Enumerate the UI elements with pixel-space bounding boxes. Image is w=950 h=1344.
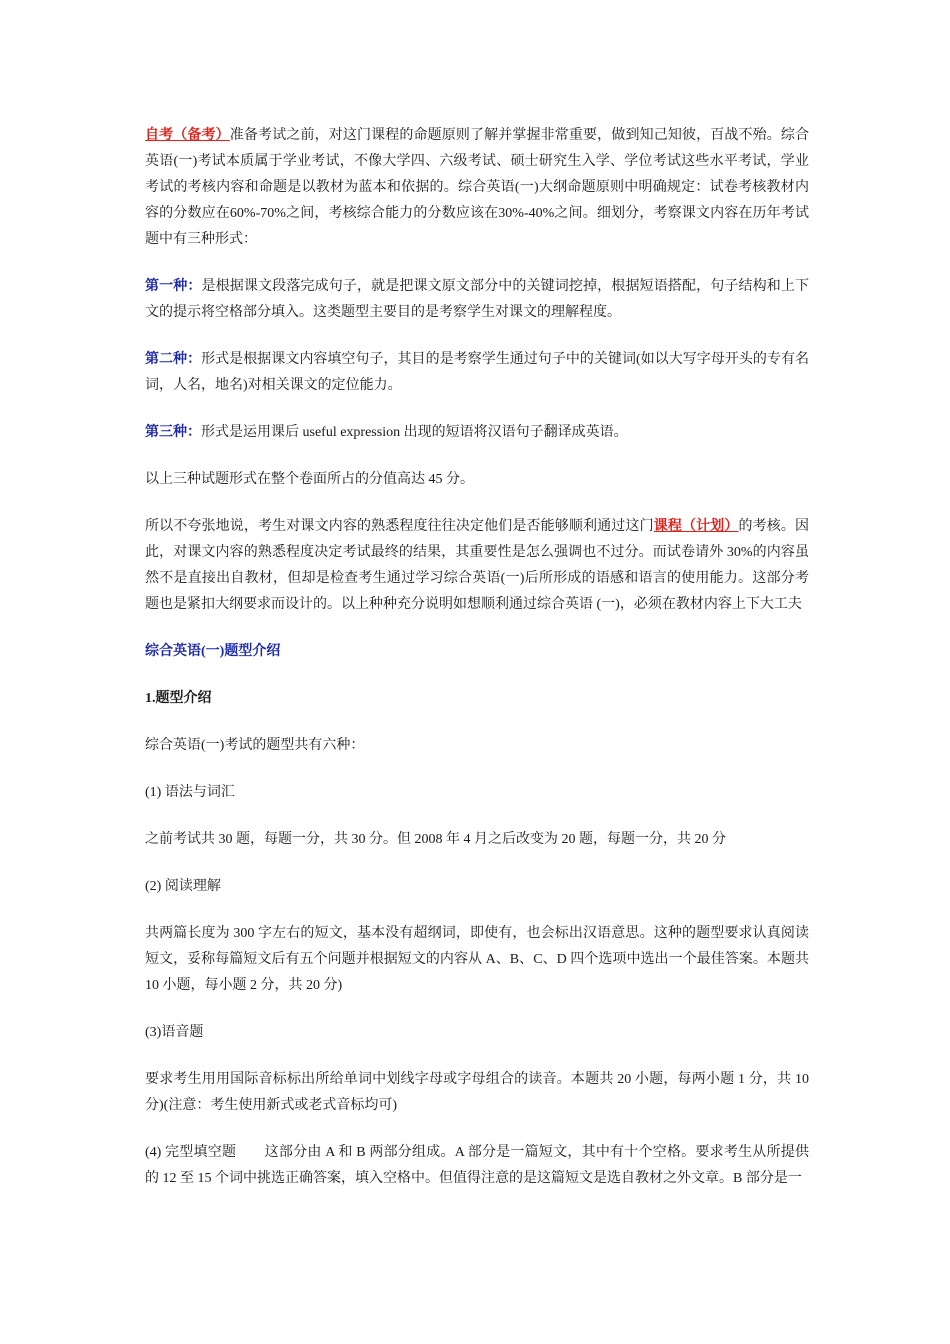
form-paragraph-2 bbox=[145, 347, 809, 399]
type-desc-1: 之前考试共 30 题，每题一分，共 30 分。但 2008 年 4 月之后改变为 20 题，每题一分，共 20 分 bbox=[145, 832, 726, 847]
form-text-3: 形式是运用课后 useful expression 出现的短语将汉语句子翻译成英语。 bbox=[201, 425, 628, 440]
course-plan-link[interactable]: 课程（计划） bbox=[653, 519, 739, 534]
form-lead-2: 第二种： bbox=[145, 352, 202, 367]
type-desc-2: 共两篇长度为 300 字左右的短文，基本没有超纲词，即使有，也会标出汉语意思。这种的题型要求认真阅读短文，妥称每篇短文后有五个问题并根据短文的内容从 A、B、C、D 四个选项中选出一个最佳答案。本题共 10 小题，每小题 2 分，共 20 分) bbox=[145, 926, 809, 993]
intro-text: 准备考试之前，对这门课程的命题原则了解并掌握非常重要，做到知己知彼，百战不殆。综合英语(一)考试本质属于学业考试，不像大学四、六级考试、硕士研究生入学、学位考试这些水平考试，学业考试的考核内容和命题是以教材为蓝本和依据的。综合英语(一)大纲命题原则中明确规定：试卷考核教材内容的分数应在60%-70%之间，考核综合能力的分数应该在30%-40%之间。细划分，考察课文内容在历年考试题中有三种形式： bbox=[145, 128, 810, 247]
intro-paragraph bbox=[145, 123, 809, 253]
form-text-1: 是根据课文段落完成句子，就是把课文原文部分中的关键词挖掉，根据短语搭配，句子结构和上下文的提示将空格部分填入。这类题型主要目的是考察学生对课文的理解程度。 bbox=[145, 279, 810, 320]
zikao-link[interactable]: 自考（备考） bbox=[145, 128, 230, 143]
type-heading-3: (3)语音题 bbox=[145, 1025, 204, 1040]
document-page bbox=[145, 123, 809, 1213]
subsection-title: 1.题型介绍 bbox=[145, 691, 212, 706]
type-heading-1: (1) 语法与词汇 bbox=[145, 785, 235, 800]
form-lead-3: 第三种： bbox=[145, 425, 201, 440]
form-lead-1: 第一种： bbox=[145, 279, 202, 294]
types-intro: 综合英语(一)考试的题型共有六种： bbox=[145, 738, 365, 753]
conclusion-text-before: 所以不夸张地说，考生对课文内容的熟悉程度往往决定他们是否能够顺利通过这门 bbox=[145, 519, 654, 534]
type-heading-2: (2) 阅读理解 bbox=[145, 879, 221, 894]
conclusion-text-after: 的考核。因此，对课文内容的熟悉程度决定考试最终的结果，其重要性是怎么强调也不过分。而试卷请外 30%的内容虽然不是直接出自教材，但却是检查考生通过学习综合英语(一)后所形成的语感和语言的使用能力。这部分考题也是紧扣大纲要求而设计的。以上种种充分说明如想顺利通过综合英语 (一)，必须在教材内容上下大工夫 bbox=[145, 519, 810, 612]
type-desc-3: 要求考生用用国际音标标出所给单词中划线字母或字母组合的读音。本题共 20 小题，每两小题 1 分，共 10 分)(注意：考生使用新式或老式音标均可) bbox=[145, 1072, 809, 1113]
section-title: 综合英语(一)题型介绍 bbox=[145, 644, 281, 659]
score-note: 以上三种试题形式在整个卷面所占的分值高达 45 分。 bbox=[145, 472, 474, 487]
form-paragraph-3 bbox=[145, 420, 809, 446]
form-paragraph-1 bbox=[145, 274, 809, 326]
form-text-2: 形式是根据课文内容填空句子，其目的是考察学生通过句子中的关键词(如以大写字母开头的专有名词，人名，地名)对相关课文的定位能力。 bbox=[145, 352, 809, 393]
conclusion-paragraph bbox=[145, 514, 809, 618]
cloze-paragraph: (4) 完型填空题 这部分由 A 和 B 两部分组成。A 部分是一篇短文，其中有十个空格。要求考生从所提供的 12 至 15 个词中挑选正确答案，填入空格中。但值得注意的是这篇短文是选自教材之外文章。B 部分是一 bbox=[145, 1145, 809, 1186]
